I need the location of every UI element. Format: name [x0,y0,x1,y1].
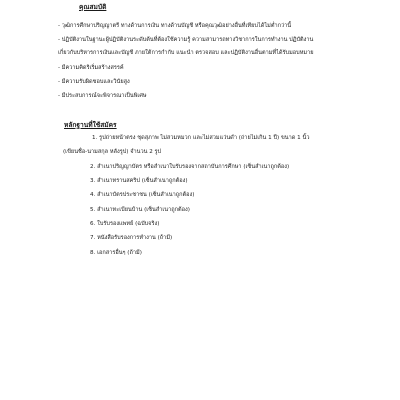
qualification-item: - วุฒิการศึกษาปริญญาตรี ทางด้านการเงิน ทางด้านบัญชี หรือคุณวุฒิอย่างอื่นที่เทียบได้ไม่ต่ำกว่านี้ [58,23,292,29]
document-item: 1. รูปถ่ายหน้าตรง ชุดสุภาพ ไม่สวมหมวก และไม่สวมแว่นดำ (ถ่ายไม่เกิน 1 ปี) ขนาด 1 นิ้ว [92,135,310,141]
qualification-item: - มีประสบการณ์จะพิจารณาเป็นพิเศษ [58,93,147,99]
qualification-item: - มีความรับผิดชอบและวินัยสูง [58,79,130,85]
qualification-item: เกี่ยวกับบริหารการเงินและบัญชี ภายใต้การกำกับ แนะนำ ตรวจสอบ และปฏิบัติงานอื่นตามที่ได้รับมอบหมาย [58,50,314,56]
document-item: 4. สำเนาบัตรประชาชน (เซ็นสำเนาถูกต้อง) [90,192,195,198]
qualifications-heading: คุณสมบัติ [79,3,107,11]
qualification-item: - ปฏิบัติงานในฐานะผู้ปฏิบัติงานระดับต้นที่ต้องใช้ความรู้ ความสามารถทางวิชาการในการทำงาน ปฏิบัติงาน [58,37,314,43]
document-item: 3. สำเนาทรานสคริป (เซ็นสำเนาถูกต้อง) [90,178,188,184]
document-item: 7. หนังสือรับรองการทำงาน (ถ้ามี) [90,235,173,241]
qualification-item: - มีความคิดริเริ่มสร้างสรรค์ [58,65,124,71]
document-item: 6. ใบรับรองแพทย์ (ฉบับจริง) [90,221,160,227]
document-item: 2. สำเนาปริญญาบัตร หรือสำเนาใบรับรองจากสถาบันการศึกษา (เซ็นสำเนาถูกต้อง) [90,164,290,170]
document-item: 8. เอกสารอื่นๆ (ถ้ามี) [90,250,142,256]
document-item: 5. สำเนาทะเบียนบ้าน (เซ็นสำเนาถูกต้อง) [90,207,190,213]
document-item: (เขียนชื่อ-นามสกุล หลังรูป) จำนวน 2 รูป [63,149,162,155]
documents-heading: หลักฐานที่ใช้สมัคร [64,121,117,129]
